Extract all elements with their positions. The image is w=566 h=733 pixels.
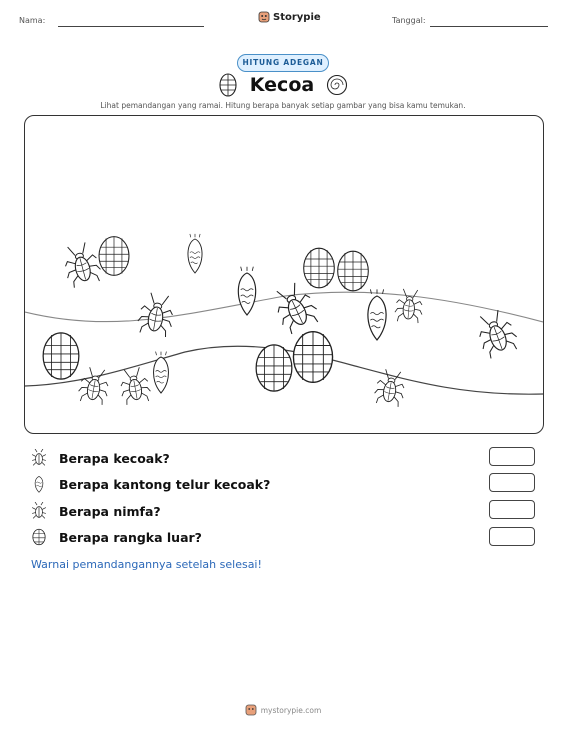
answer-box[interactable] [489, 473, 535, 492]
egg-case [238, 267, 255, 315]
exoskeleton [256, 345, 292, 391]
question-text: Berapa kantong telur kecoak? [59, 476, 271, 492]
footer-url[interactable]: mystorypie.com [260, 705, 322, 715]
question-text: Berapa rangka luar? [59, 529, 202, 545]
cockroach [373, 368, 408, 407]
exoskeleton [304, 248, 335, 288]
footer [0, 704, 566, 716]
egg-case-icon [30, 475, 48, 493]
cockroach [60, 240, 103, 288]
nymph-icon [30, 502, 48, 520]
storypie-footer-icon [245, 704, 257, 716]
page-title: Kecoa [249, 74, 315, 96]
logo-text: Storypie [273, 11, 321, 23]
cockroach-icon [30, 449, 48, 467]
date-label: Tanggal: [392, 16, 426, 25]
nymph [118, 366, 153, 405]
question-row [30, 475, 270, 493]
storypie-logo-icon [258, 11, 270, 23]
egg-case [188, 234, 202, 273]
scene-illustration [25, 116, 543, 433]
nymph [394, 288, 424, 323]
question-row [30, 502, 161, 520]
name-field[interactable] [58, 26, 204, 27]
egg-case [368, 289, 386, 340]
instruction-text: Lihat pemandangan yang ramai. Hitung berapa banyak setiap gambar yang bisa kamu temukan. [100, 101, 466, 110]
question-text: Berapa nimfa? [59, 503, 161, 519]
nymph [77, 366, 112, 405]
question-text: Berapa kecoak? [59, 450, 170, 466]
exoskeleton-icon [30, 528, 48, 546]
cockroach [269, 279, 322, 336]
storypie-logo [258, 11, 321, 23]
activity-badge: HITUNG ADEGAN [237, 54, 329, 72]
answer-box[interactable] [489, 447, 535, 466]
exoskeleton [99, 237, 129, 276]
question-row [30, 528, 202, 546]
exoskeleton [293, 332, 332, 383]
cockroach [136, 291, 177, 337]
exoskeleton [338, 251, 369, 291]
coloring-note: Warnai pemandangannya setelah selesai! [31, 558, 262, 571]
answer-box[interactable] [489, 527, 535, 546]
name-label: Nama: [19, 16, 46, 25]
title-row [0, 72, 566, 98]
cockroach [472, 307, 520, 360]
exoskeleton-icon [218, 72, 238, 98]
answer-box[interactable] [489, 500, 535, 519]
exoskeleton [43, 333, 79, 379]
egg-spiral-icon [326, 74, 348, 96]
question-row [30, 449, 170, 467]
date-field[interactable] [430, 26, 548, 27]
counting-scene [24, 115, 544, 434]
